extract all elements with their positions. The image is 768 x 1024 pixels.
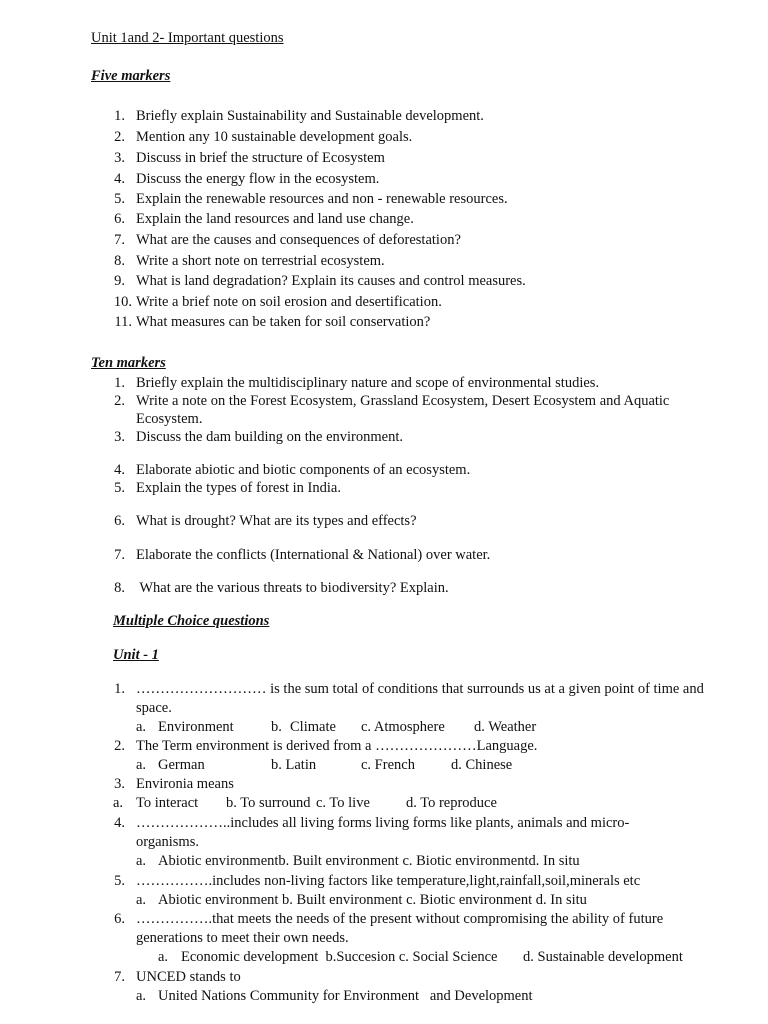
unit-heading: Unit - 1 — [113, 647, 159, 663]
mcq-heading: Multiple Choice questions — [113, 613, 270, 629]
page-title: Unit 1and 2- Important questions — [91, 30, 284, 46]
five-markers-heading: Five markers — [91, 68, 171, 84]
ten-markers-heading: Ten markers — [91, 355, 166, 371]
